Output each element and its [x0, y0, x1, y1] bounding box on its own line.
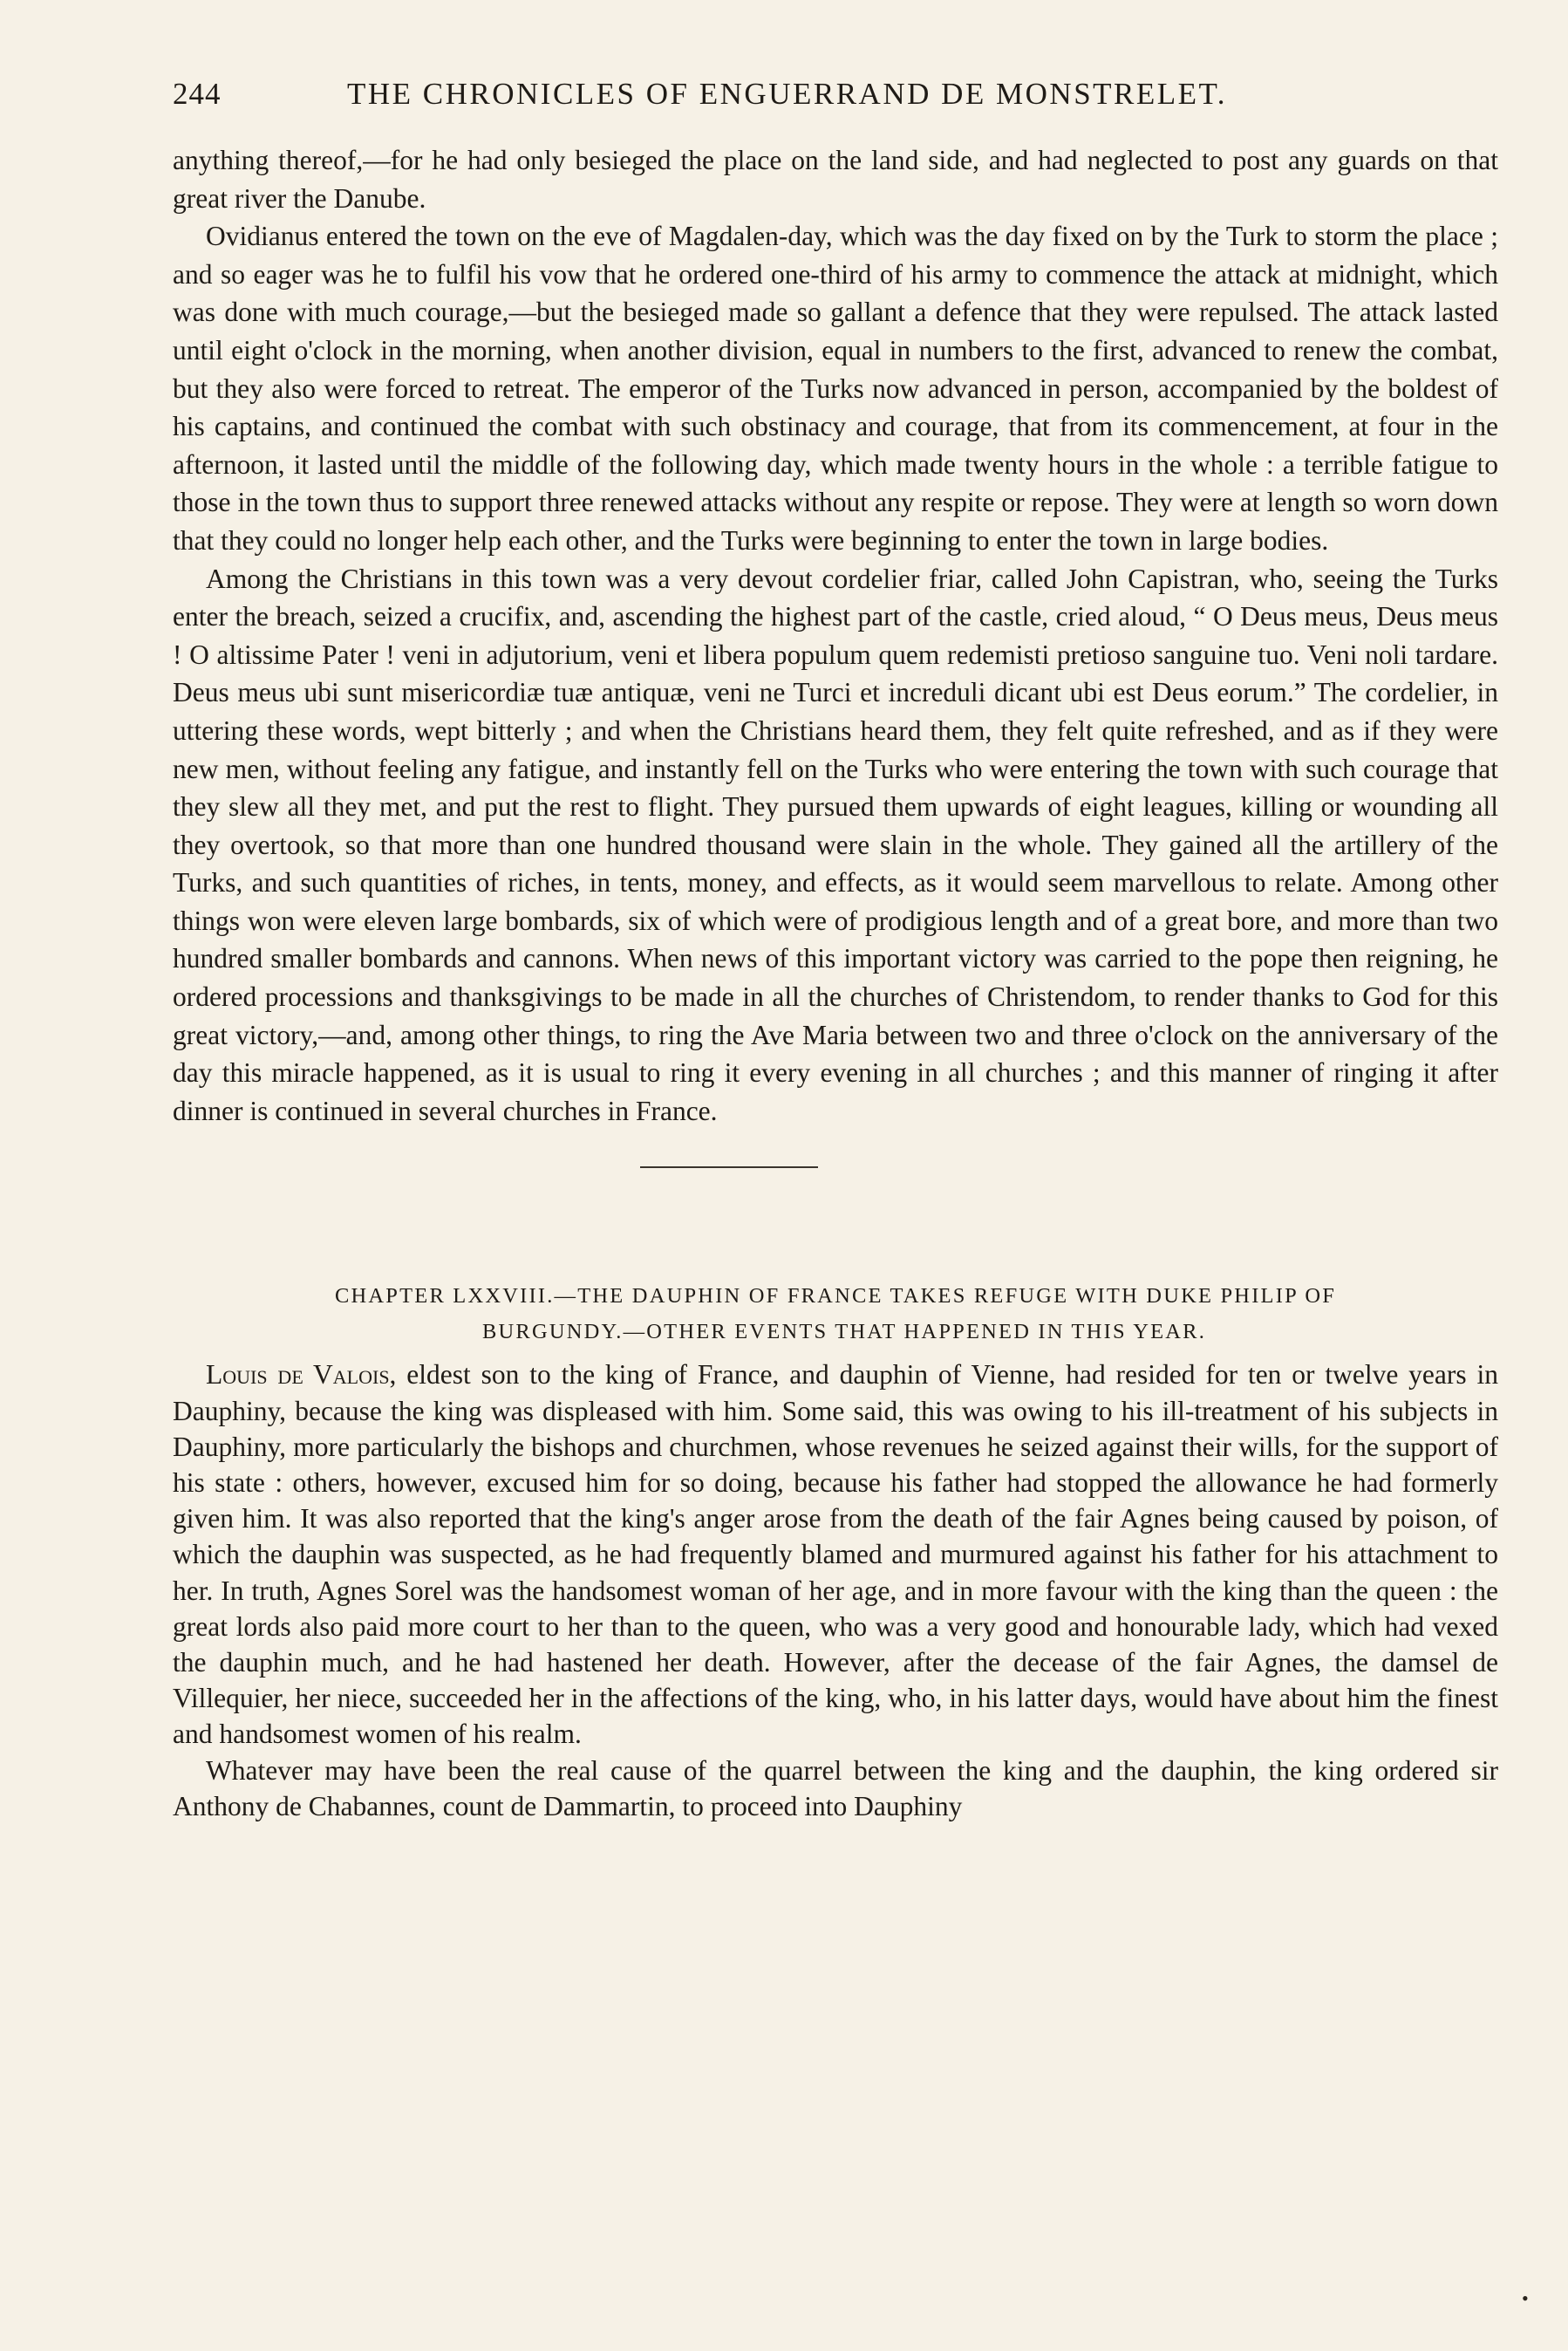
divider-rule [640, 1166, 818, 1168]
paragraph-continuation: anything thereof,—for he had only besieged the place on the land side, and had neglected to post any guards on that great river the Danube. [173, 145, 1498, 214]
paragraph: Whatever may have been the real cause of the quarrel between the king and the dauphin, the king ordered sir Anthony de Chabannes, count de Dammartin, to proceed into Dauphiny [173, 1754, 1498, 1821]
paragraph: Among the Christians in this town was a very devout cordelier friar, called John Capistran, who, seeing the Turks enter the breach, seized a crucifix, and, ascending the highest part of the castle, cried aloud, “ O Deus meus, Deus meus ! O altissime Pater ! veni in adjutorium, veni et libera populum quem redemisti pretioso sanguine tuo. Veni noli tardare. Deus meus ubi sunt misericordiæ tuæ antiquæ, veni ne Turci et increduli dicant ubi est Deus eorum.” The cordelier, in uttering these words, wept bitterly ; and when the Christians heard them, they felt quite refreshed, and as if they were new men, without feeling any fatigue, and instantly fell on the Turks who were entering the town with such courage that they slew all they met, and put the rest to flight. They pursued them upwards of eight leagues, killing or wounding all they overtook, so that more than one hundred thousand were slain in the whole. They gained all the artillery of the Turks, and such quantities of riches, in tents, money, and effects, as it would seem marvellous to relate. Among other things won were eleven large bombards, six of which were of prodigious length and of a great bore, and more than two hundred smaller bombards and cannons. When news of this important victory was carried to the pope then reigning, he ordered processions and thanksgivings to be made in all the churches of Christendom, to render thanks to God for this great victory,—and, among other things, to ring the Ave Maria between two and three o'clock on the anniversary of the day this miracle happened, as it is usual to ring it every evening in all churches ; and this manner of ringing it after dinner is continued in several churches in France. [173, 563, 1498, 1126]
running-head [173, 77, 1498, 119]
printer-mark: • [1522, 2287, 1529, 2309]
chapter-heading [173, 1278, 1498, 1350]
section-divider [173, 1130, 1498, 1278]
book-page [173, 77, 1498, 1824]
page-number: 244 [173, 77, 222, 111]
paragraph: Ovidianus entered the town on the eve of Magdalen-day, which was the day fixed on by the Turk to storm the place ; and so eager was he to fulfil his vow that he ordered one-third of his army to commence the attack at midnight, which was done with much courage,—but the besieged made so gallant a defence that they were repulsed. The attack lasted until eight o'clock in the morning, when another division, equal in numbers to the first, advanced to renew the combat, but they also were forced to retreat. The emperor of the Turks now advanced in person, accompanied by the boldest of his captains, and continued the combat with such obstinacy and courage, that from its commencement, at four in the afternoon, it lasted until the middle of the following day, which made twenty hours in the whole : a terrible fatigue to those in the town thus to support three renewed attacks without any respite or repose. They were at length so worn down that they could no longer help each other, and the Turks were beginning to enter the town in large bodies. [173, 221, 1498, 556]
chapter-text [173, 1357, 1498, 1824]
opening-words: Louis de Valois, [206, 1359, 397, 1391]
chapter-heading-line-1: CHAPTER LXXVIII.—THE DAUPHIN OF FRANCE TAKES REFUGE WITH DUKE PHILIP OF [334, 1284, 1337, 1309]
running-title: THE CHRONICLES OF ENGUERRAND DE MONSTRELET. [347, 77, 1228, 111]
paragraph-body: eldest son to the king of France, and dauphin of Vienne, had resided for ten or twelve years in Dauphiny, because the king was displeased with him. Some said, this was owing to his ill-treatment of his subjects in Dauphiny, more particularly the bishops and churchmen, whose revenues he seized against their wills, for the support of his state : others, however, excused him for so doing, because his father had stopped the allowance he had formerly given him. It was also reported that the king's anger arose from the death of the fair Agnes being caused by poison, of which the dauphin was suspected, as he had frequently blamed and murmured against his father for his attachment to her. In truth, Agnes Sorel was the handsomest woman of her age, and in more favour with the king than the queen : the great lords also paid more court to her than to the queen, who was a very good and honourable lady, which had vexed the dauphin much, and he had hastened her death. However, after the decease of the fair Agnes, the damsel de Villequier, her niece, succeeded her in the affections of the king, who, in his latter days, would have about him the finest and handsomest women of his realm. [173, 1359, 1498, 1750]
chapter-heading-line-2: BURGUNDY.—OTHER EVENTS THAT HAPPENED IN THIS YEAR. [481, 1320, 1207, 1344]
chapter-first-paragraph [173, 1357, 1498, 1752]
section-one-text [173, 141, 1498, 1130]
